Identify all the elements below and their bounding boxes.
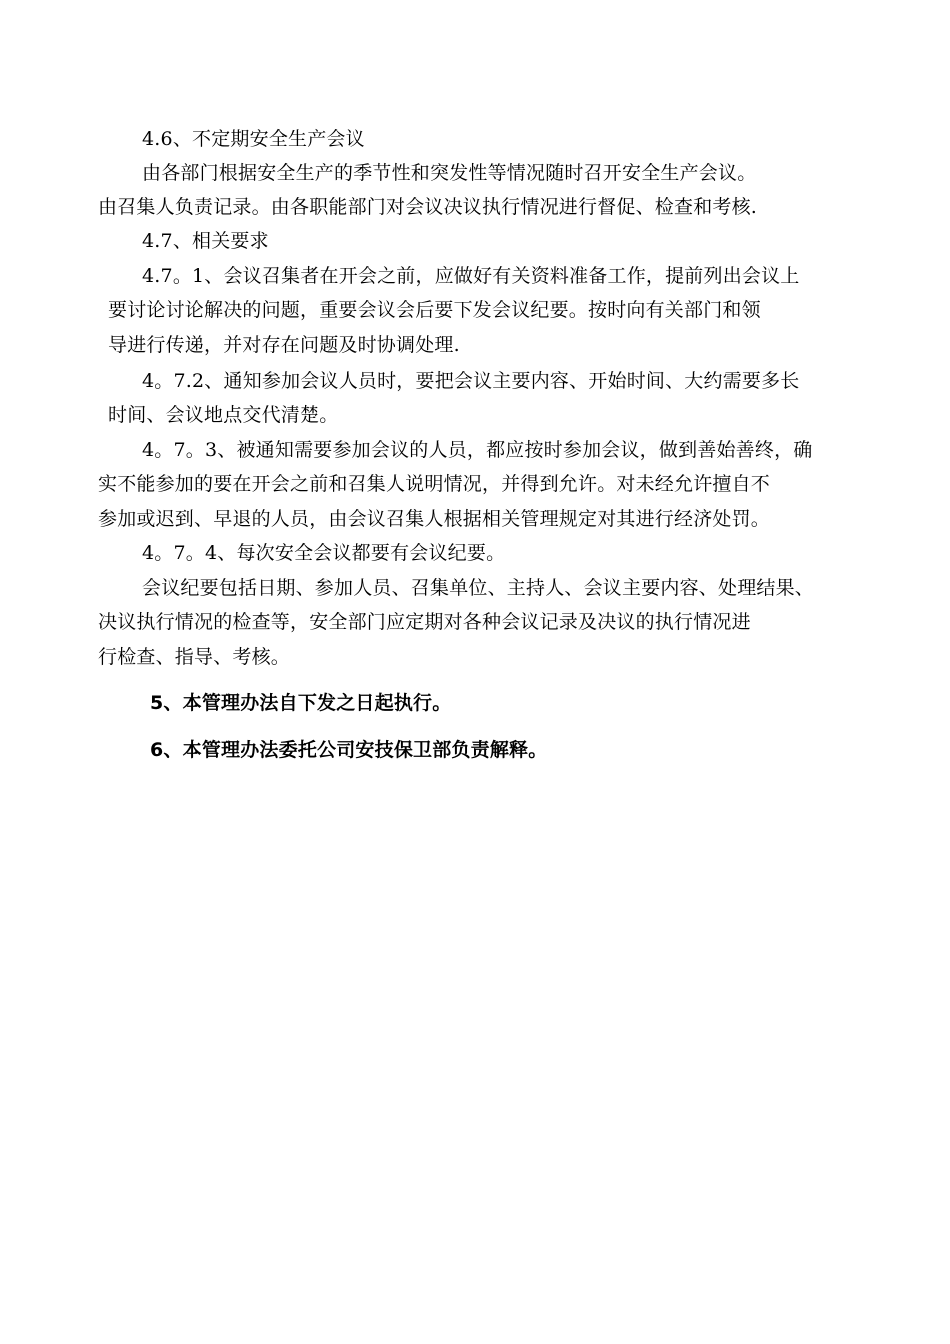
clause-5: 5、本管理办法自下发之日起执行。	[150, 692, 452, 714]
item-4-7-2-line: 时间、会议地点交代清楚。	[108, 404, 339, 426]
item-4-7-3-line: 参加或迟到、早退的人员，由会议召集人根据相关管理规定对其进行经济处罚。	[98, 508, 771, 530]
section-heading-4-6: 4.6、不定期安全生产会议	[142, 128, 365, 150]
item-4-7-3-line: 4。7。3、被通知需要参加会议的人员，都应按时参加会议，做到善始善终，确	[142, 439, 813, 461]
clause-6: 6、本管理办法委托公司安技保卫部负责解释。	[150, 739, 548, 761]
item-4-7-1-line: 导进行传递，并对存在问题及时协调处理.	[108, 334, 460, 356]
minutes-paragraph-line: 行检查、指导、考核。	[98, 646, 291, 668]
section-heading-4-7: 4.7、相关要求	[142, 230, 269, 252]
paragraph-line: 由各部门根据安全生产的季节性和突发性等情况随时召开安全生产会议。	[142, 162, 757, 184]
minutes-paragraph-line: 会议纪要包括日期、参加人员、召集单位、主持人、会议主要内容、处理结果、	[142, 577, 815, 599]
item-4-7-3-line: 实不能参加的要在开会之前和召集人说明情况，并得到允许。对未经允许擅自不	[98, 473, 771, 495]
paragraph-line: 由召集人负责记录。由各职能部门对会议决议执行情况进行督促、检查和考核.	[98, 196, 758, 218]
item-4-7-1-line: 要讨论讨论解决的问题，重要会议会后要下发会议纪要。按时向有关部门和领	[108, 299, 761, 321]
item-4-7-1-line: 4.7。1、会议召集者在开会之前，应做好有关资料准备工作，提前列出会议上	[142, 265, 800, 287]
item-4-7-4-line: 4。7。4、每次安全会议都要有会议纪要。	[142, 542, 506, 564]
minutes-paragraph-line: 决议执行情况的检查等，安全部门应定期对各种会议记录及决议的执行情况进	[98, 611, 751, 633]
item-4-7-2-line: 4。7.2、通知参加会议人员时，要把会议主要内容、开始时间、大约需要多长	[142, 370, 800, 392]
